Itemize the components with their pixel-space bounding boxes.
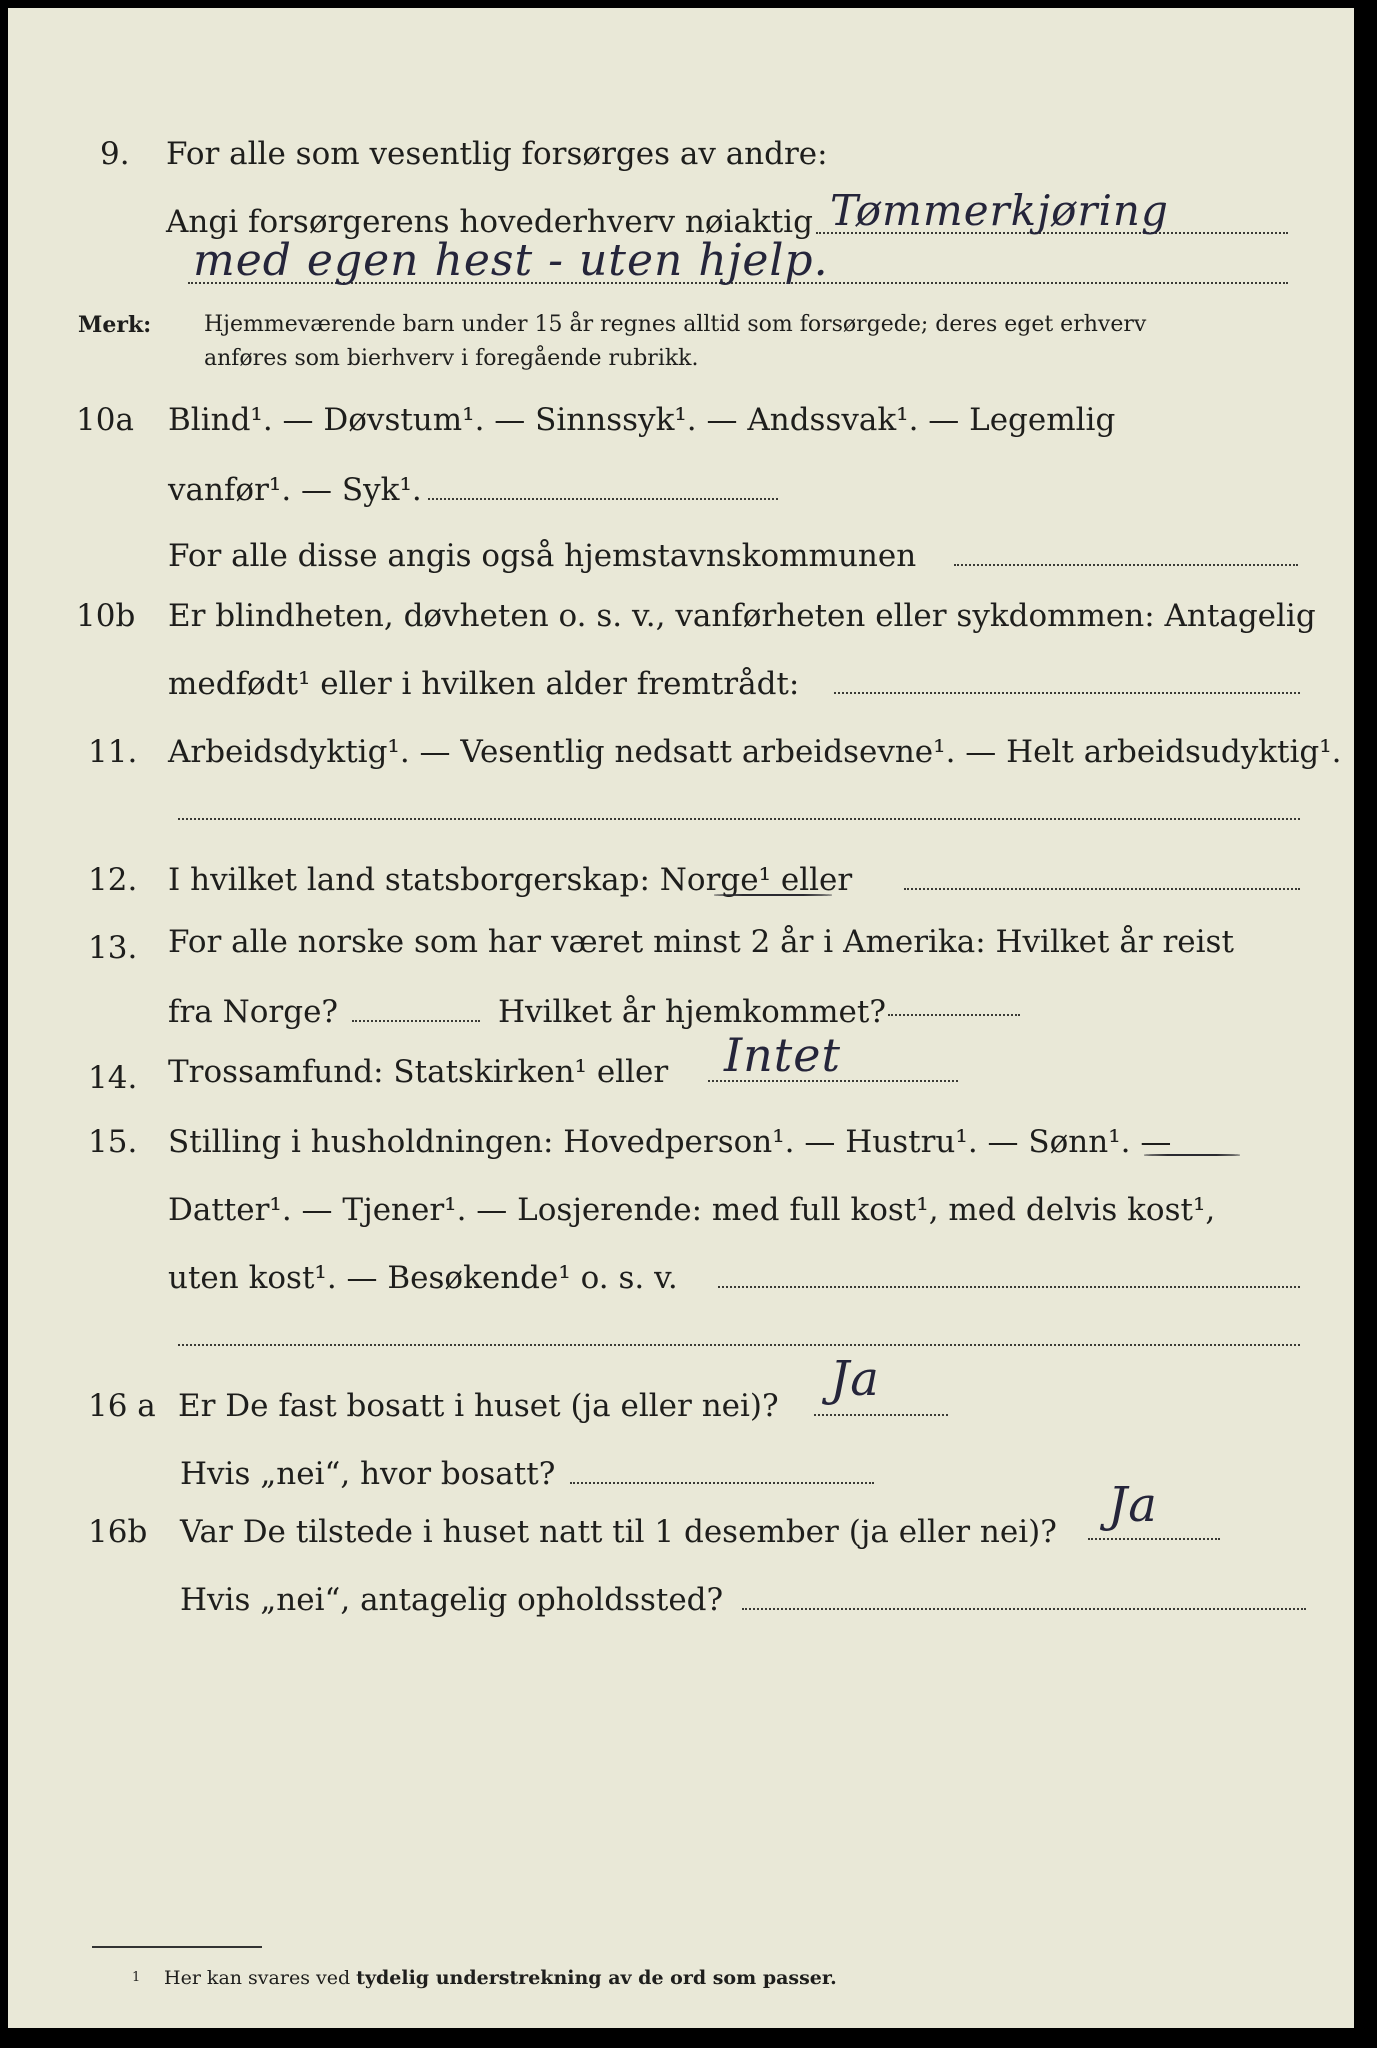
q16a-number: 16 a [88,1388,156,1424]
q16a-bosatt-line [570,1482,874,1484]
q15-line2: Datter¹. — Tjener¹. — Losjerende: med full kost¹, med delvis kost¹, [168,1192,1216,1228]
q14-handwritten-answer: Intet [724,1028,841,1082]
q15-line3: uten kost¹. — Besøkende¹ o. s. v. [168,1260,678,1296]
q10a-line3: For alle disse angis også hjemstavnskommunen [168,538,917,574]
q16b-number: 16b [88,1514,148,1550]
q9-number: 9. [100,136,130,172]
q15-answer-line [718,1286,1300,1288]
q9-handwritten-answer2: med egen hest - uten hjelp. [193,235,829,286]
footnote-text-bold: tydelig understrekning av de ord som passer. [356,1967,837,1989]
q16a-handwritten-answer: Ja [830,1351,880,1407]
q9-line1: For alle som vesentlig forsørges av andre: [166,136,828,172]
q12-line1: I hvilket land statsborgerskap: Norge¹ eller [168,862,853,898]
q16b-answer-line [1088,1538,1220,1540]
footnote-rule [92,1946,262,1948]
q11-line1: Arbeidsdyktig¹. — Vesentlig nedsatt arbeidsevne¹. — Helt arbeidsudyktig¹. [168,734,1342,770]
q16a-line2: Hvis „nei“, hvor bosatt? [180,1456,556,1492]
q13-reist-line [352,1020,480,1022]
footnote-text-plain: Her kan svares ved [164,1967,351,1989]
q13-line2a: fra Norge? [168,994,339,1030]
q14-line1: Trossamfund: Statskirken¹ eller [168,1054,669,1090]
q10a-hjemstavn-line [954,564,1298,566]
note-label: Merk: [78,312,152,338]
q10a-syk-line [428,498,778,500]
q15-sonn-underline [1144,1154,1240,1156]
q16a-line1: Er De fast bosatt i huset (ja eller nei)? [178,1388,779,1424]
q11-answer-line [178,818,1300,820]
q10b-alder-line [834,692,1300,694]
q16b-line2: Hvis „nei“, antagelig opholdssted? [180,1582,724,1618]
q10a-number: 10a [76,402,134,438]
q15-extra-line [178,1344,1300,1346]
q16b-opholdssted-line [742,1608,1306,1610]
q16a-answer-line [814,1414,948,1416]
q12-norge-underline [714,894,832,896]
note-line1: Hjemmeværende barn under 15 år regnes alltid som forsørgede; deres eget erhverv [204,312,1147,337]
q14-number: 14. [88,1060,138,1096]
q10a-line2: vanfør¹. — Syk¹. [168,472,422,508]
q9-line2: Angi forsørgerens hovederhverv nøiaktig [166,204,813,240]
q10a-line1: Blind¹. — Døvstum¹. — Sinnssyk¹. — Andssvak¹. — Legemlig [168,402,1116,438]
q13-hjemkommet-line [888,1014,1020,1016]
q16b-handwritten-answer: Ja [1108,1477,1158,1533]
note-line2: anføres som bierhverv i foregående rubrikk. [204,346,699,371]
footnote-text [164,1966,837,1990]
q12-answer-line [904,888,1300,890]
q13-number: 13. [88,930,138,966]
q11-number: 11. [88,734,138,770]
census-form-page [8,8,1354,2028]
q12-number: 12. [88,862,138,898]
q15-line1: Stilling i husholdningen: Hovedperson¹. — Hustru¹. — Sønn¹. — [168,1124,1172,1160]
q10b-line1: Er blindheten, døvheten o. s. v., vanførheten eller sykdommen: Antagelig [168,598,1316,634]
q9-handwritten-answer1: Tømmerkjøring [830,186,1169,235]
q10b-number: 10b [76,598,136,634]
q10b-line2: medfødt¹ eller i hvilken alder fremtrådt: [168,666,800,702]
q13-line1: For alle norske som har været minst 2 år i Amerika: Hvilket år reist [168,924,1234,960]
q16b-line1: Var De tilstede i huset natt til 1 desember (ja eller nei)? [180,1514,1057,1550]
q15-number: 15. [88,1124,138,1160]
q13-line2b: Hvilket år hjemkommet? [498,994,886,1030]
footnote-mark: 1 [132,1970,141,1985]
